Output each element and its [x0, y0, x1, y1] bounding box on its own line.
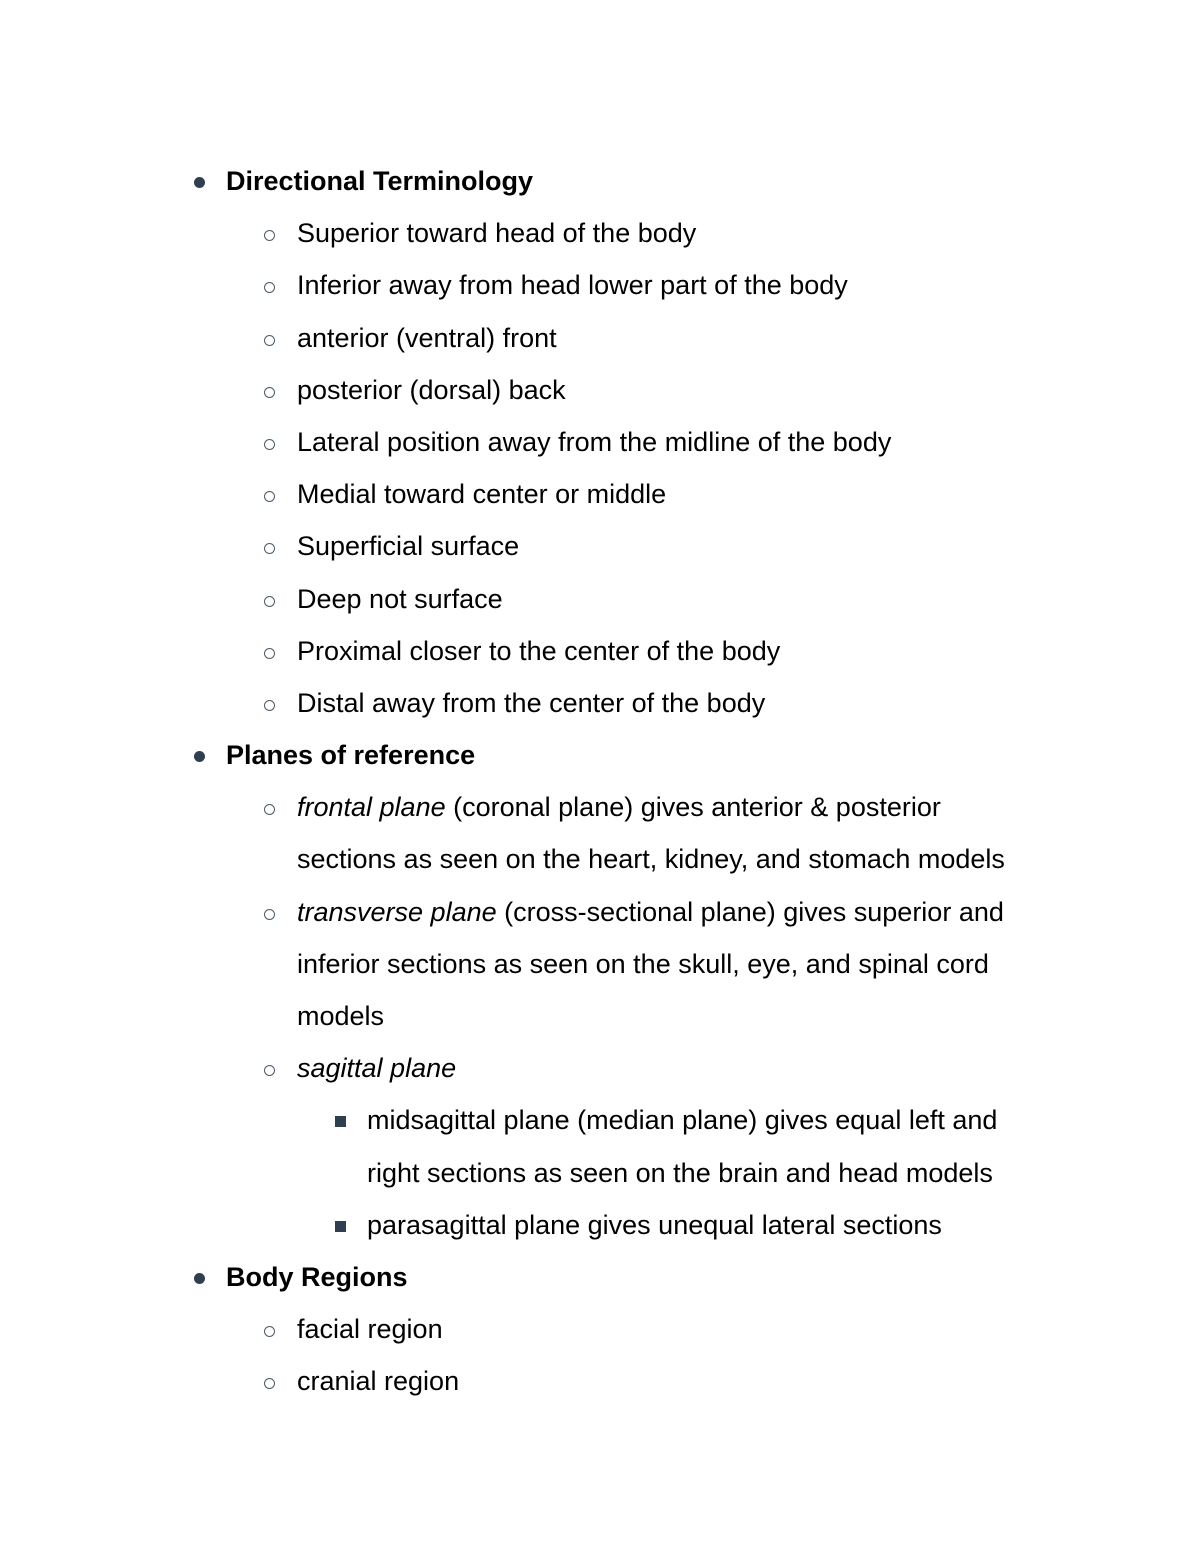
list-item-continuation: [0, 833, 1200, 885]
bullet-circle-icon: [264, 439, 275, 450]
list-item-continuation: [0, 938, 1200, 990]
bullet-circle-icon: [264, 909, 275, 920]
list-item: [0, 259, 1200, 311]
list-item-text: Superficial surface: [297, 531, 520, 562]
bullet-disc-icon: [194, 177, 205, 188]
bullet-circle-icon: [264, 804, 275, 815]
bullet-square-icon: [335, 1221, 346, 1232]
frontal-plane-description-cont: sections as seen on the heart, kidney, and stomach models: [297, 844, 1005, 875]
bullet-disc-icon: [194, 751, 205, 762]
section-heading-directional-terminology: [0, 155, 1200, 207]
list-item: [0, 207, 1200, 259]
sub-list-item-continuation: [0, 1147, 1200, 1199]
transverse-plane-description-cont: models: [297, 1001, 385, 1031]
list-item: [0, 312, 1200, 364]
list-item-text: cranial region: [297, 1366, 460, 1397]
sub-list-item-text: parasagittal plane gives unequal lateral sections: [367, 1209, 942, 1240]
sub-list-item-text-cont: right sections as seen on the brain and head models: [367, 1157, 993, 1188]
section-heading-text: Body Regions: [226, 1261, 408, 1292]
list-item-frontal-plane: [0, 781, 1200, 833]
bullet-circle-icon: [264, 543, 275, 554]
list-item-text: Distal away from the center of the body: [297, 687, 766, 718]
transverse-plane-description: (cross-sectional plane) gives superior and: [496, 896, 1004, 927]
transverse-plane-description-cont: inferior sections as seen on the skull, eye, and spinal cord: [297, 948, 989, 979]
bullet-circle-icon: [264, 230, 275, 241]
frontal-plane-description: (coronal plane) gives anterior & posterior: [445, 792, 941, 823]
list-item: [0, 468, 1200, 520]
list-item-text: Medial toward center or middle: [297, 479, 667, 510]
list-item: [0, 520, 1200, 572]
section-heading-planes-of-reference: [0, 729, 1200, 781]
bullet-square-icon: [335, 1116, 346, 1127]
section-heading-text: Directional Terminology: [226, 166, 534, 196]
list-item-sagittal-plane: [0, 1042, 1200, 1094]
bullet-circle-icon: [264, 1065, 275, 1076]
list-item-text: posterior (dorsal) back: [297, 374, 566, 405]
list-item-text: Superior toward head of the body: [297, 218, 697, 249]
section-heading-text: Planes of reference: [226, 740, 476, 771]
list-item: [0, 625, 1200, 677]
term-frontal-plane: frontal plane: [297, 792, 446, 823]
sub-list-item-text: midsagittal plane (median plane) gives equal left and: [367, 1105, 998, 1136]
bullet-circle-icon: [264, 1326, 275, 1337]
list-item-text: anterior (ventral) front: [297, 322, 557, 353]
list-item: [0, 364, 1200, 416]
list-item-transverse-plane: [0, 886, 1200, 938]
bullet-circle-icon: [264, 282, 275, 293]
section-heading-body-regions: [0, 1251, 1200, 1303]
list-item-text: Inferior away from head lower part of the body: [297, 270, 848, 301]
list-item: [0, 1355, 1200, 1407]
sub-list-item-midsagittal: [0, 1094, 1200, 1146]
bullet-circle-icon: [264, 491, 275, 502]
list-item: [0, 573, 1200, 625]
document-page: [0, 155, 1200, 1408]
list-item-text: Deep not surface: [297, 583, 503, 614]
term-transverse-plane: transverse plane: [297, 896, 497, 927]
term-sagittal-plane: sagittal plane: [297, 1053, 457, 1084]
bullet-circle-icon: [264, 1378, 275, 1389]
list-item-text: Lateral position away from the midline of the body: [297, 426, 892, 457]
bullet-circle-icon: [264, 648, 275, 659]
list-item-continuation: [0, 990, 1200, 1042]
bullet-circle-icon: [264, 387, 275, 398]
list-item-text: Proximal closer to the center of the body: [297, 635, 781, 666]
bullet-circle-icon: [264, 596, 275, 607]
bullet-disc-icon: [194, 1273, 205, 1284]
bullet-circle-icon: [264, 700, 275, 711]
list-item: [0, 1303, 1200, 1355]
bullet-circle-icon: [264, 335, 275, 346]
list-item-text: facial region: [297, 1314, 443, 1345]
sub-list-item-parasagittal: [0, 1199, 1200, 1251]
list-item: [0, 677, 1200, 729]
list-item: [0, 416, 1200, 468]
